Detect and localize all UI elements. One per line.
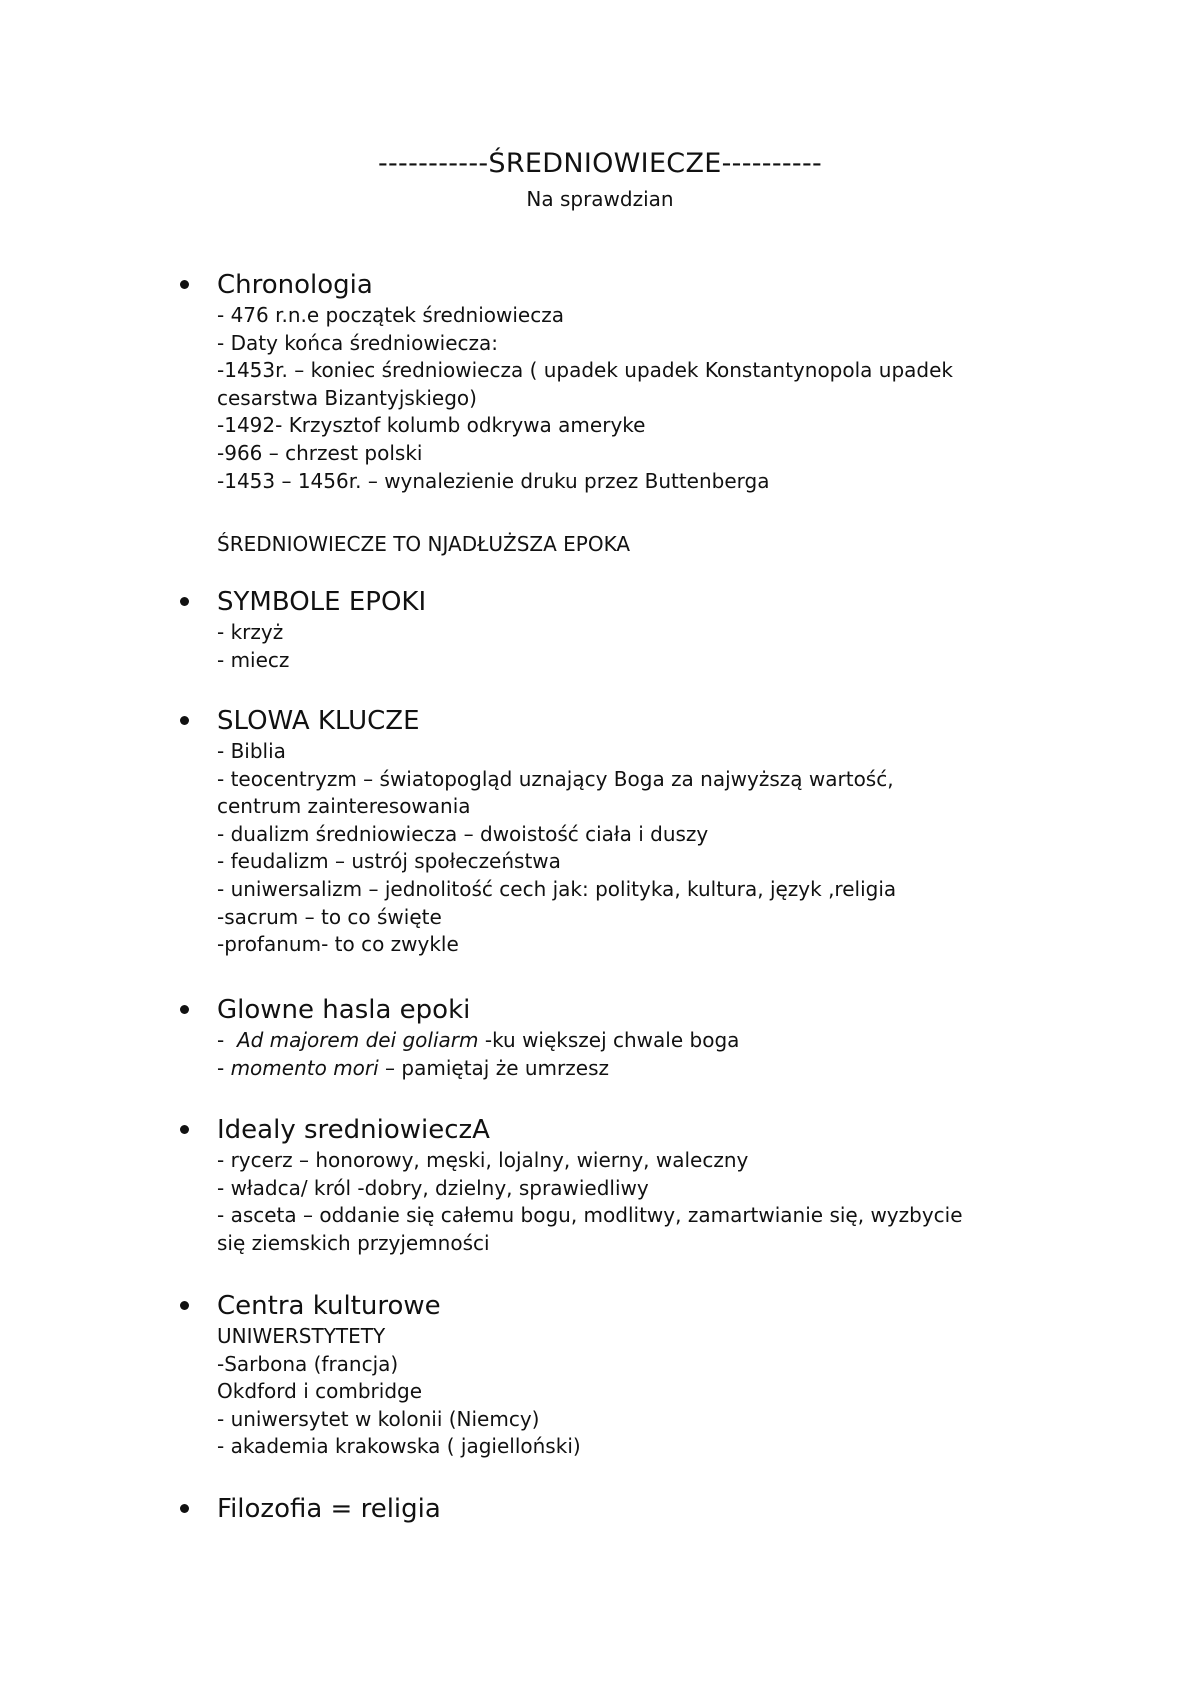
list-item: -profanum- to co zwykle — [217, 932, 459, 957]
section-heading: Chronologia — [217, 270, 373, 300]
section-heading: Filozofia = religia — [217, 1494, 441, 1524]
section-centra-kulturowe — [180, 1289, 1080, 1461]
section-heading: Idealy sredniowieczA — [217, 1115, 490, 1145]
list-item: się ziemskich przyjemności — [217, 1230, 490, 1255]
list-item: -966 – chrzest polski — [217, 440, 423, 465]
list-item — [217, 1027, 1080, 1055]
list-item: - Biblia — [217, 739, 286, 763]
line-prefix: - — [217, 1028, 237, 1052]
latin-phrase: Ad majorem dei goliarm — [236, 1028, 479, 1052]
list-item: - władca/ król -dobry, dzielny, sprawiedliwy — [217, 1175, 649, 1200]
bullet-icon — [180, 1125, 189, 1134]
list-item: UNIWERSTYTETY — [217, 1324, 386, 1348]
bullet-icon — [180, 716, 189, 725]
section-idealy — [180, 1113, 1080, 1257]
document-subtitle: Na sprawdzian — [526, 187, 674, 211]
section-lines — [217, 1147, 1080, 1257]
list-item: - uniwersytet w kolonii (Niemcy) — [217, 1406, 540, 1431]
bullet-icon — [180, 597, 189, 606]
list-item: Okdford i combridge — [217, 1379, 423, 1404]
section-glowne-hasla — [180, 993, 1080, 1082]
list-item: -1453r. – koniec średniowiecza ( upadek upadek Konstantynopola upadek — [217, 358, 953, 383]
document-title: -----------ŚREDNIOWIECZE---------- — [377, 148, 823, 179]
list-item: -1492- Krzysztof kolumb odkrywa ameryke — [217, 413, 646, 438]
section-note: ŚREDNIOWIECZE TO NJADŁUŻSZA EPOKA — [217, 532, 631, 556]
section-lines — [217, 738, 1080, 959]
section-heading: Centra kulturowe — [217, 1291, 441, 1321]
line-suffix: – pamiętaj że umrzesz — [378, 1055, 609, 1080]
bullet-icon — [180, 280, 189, 289]
list-item: - krzyż — [217, 620, 284, 644]
line-prefix: - — [217, 1055, 231, 1080]
list-item: -1453 – 1456r. – wynalezienie druku przez Buttenberga — [217, 468, 770, 493]
list-item: - asceta – oddanie się całemu bogu, modlitwy, zamartwianie się, wyzbycie — [217, 1203, 963, 1228]
latin-phrase: momento mori — [230, 1055, 379, 1080]
bullet-icon — [180, 1005, 189, 1014]
list-item: - rycerz – honorowy, męski, lojalny, wierny, waleczny — [217, 1148, 749, 1172]
list-item: - uniwersalizm – jednolitość cech jak: polityka, kultura, język ,religia — [217, 876, 897, 901]
list-item: cesarstwa Bizantyjskiego) — [217, 385, 477, 410]
list-item: -sacrum – to co święte — [217, 904, 442, 929]
bullet-icon — [180, 1301, 189, 1310]
list-item: - akademia krakowska ( jagielloński) — [217, 1434, 581, 1459]
list-item: - feudalizm – ustrój społeczeństwa — [217, 849, 561, 874]
section-chronologia — [180, 268, 1080, 495]
section-lines — [217, 302, 1080, 495]
bullet-icon — [180, 1504, 189, 1513]
line-suffix: -ku większej chwale boga — [478, 1028, 740, 1052]
list-item: - 476 r.n.e początek średniowiecza — [217, 303, 564, 327]
section-symbole-epoki — [180, 585, 1080, 674]
section-lines — [217, 1323, 1080, 1461]
list-item: - miecz — [217, 647, 290, 672]
section-filozofia — [180, 1492, 1080, 1526]
list-item: -Sarbona (francja) — [217, 1351, 399, 1376]
list-item: centrum zainteresowania — [217, 794, 471, 819]
section-slowa-klucze — [180, 704, 1080, 959]
list-item: - Daty końca średniowiecza: — [217, 330, 499, 355]
section-heading: SLOWA KLUCZE — [217, 706, 420, 736]
list-item — [217, 1055, 1080, 1083]
section-lines — [217, 619, 1080, 674]
section-lines — [217, 1027, 1080, 1082]
section-heading: Glowne hasla epoki — [217, 995, 471, 1025]
list-item: - dualizm średniowiecza – dwoistość ciała i duszy — [217, 821, 709, 846]
section-heading: SYMBOLE EPOKI — [217, 587, 427, 617]
list-item: - teocentryzm – światopogląd uznający Boga za najwyższą wartość, — [217, 766, 894, 791]
